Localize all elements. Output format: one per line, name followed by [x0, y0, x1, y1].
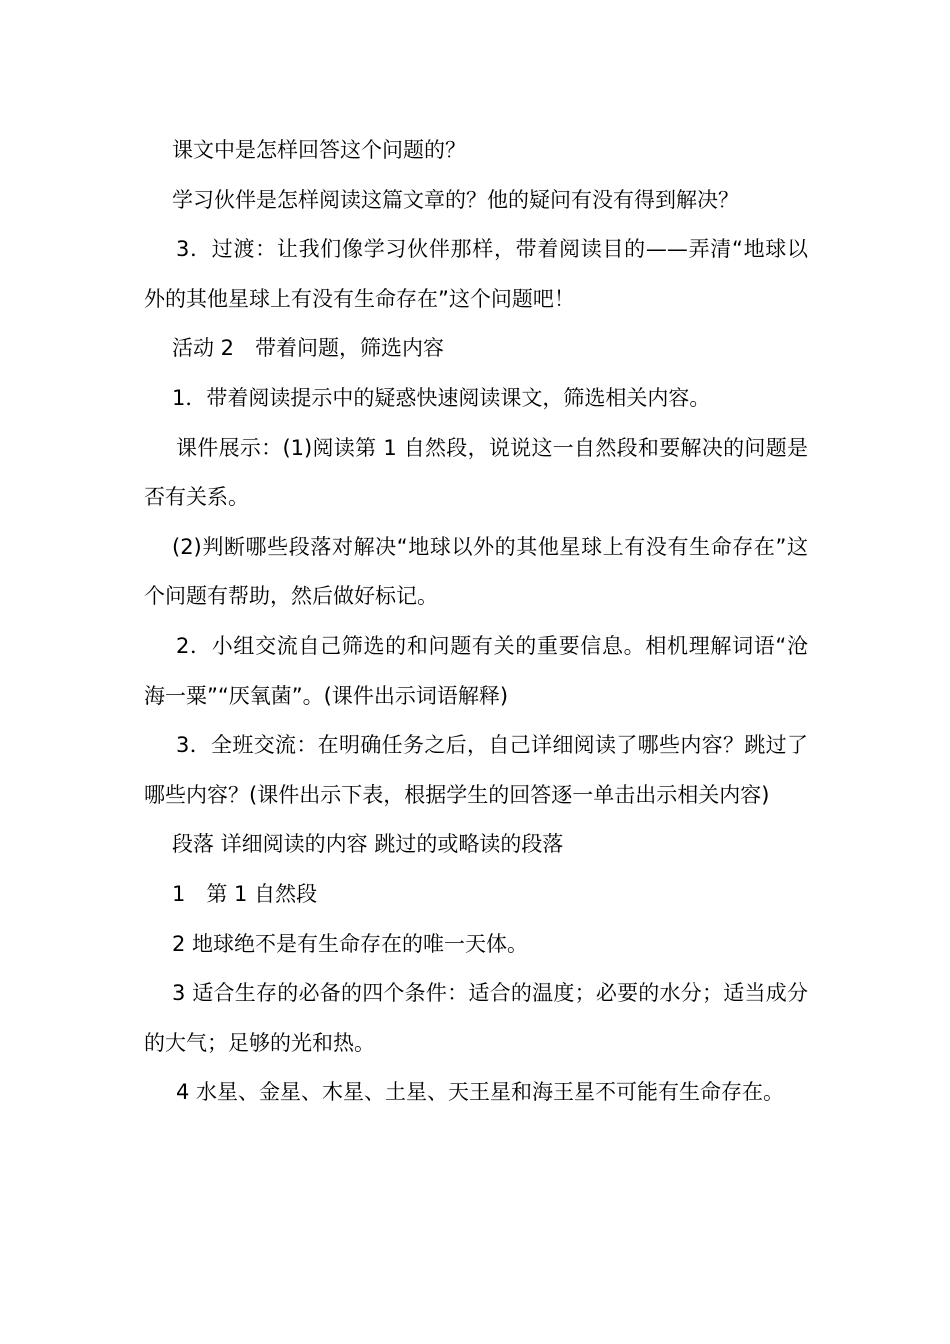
table-header-row: 段落 详细阅读的内容 跳过的或略读的段落 [172, 832, 564, 857]
paragraph-courseware-1: 课件展示：(1)阅读第 1 自然段，说说这一自然段和要解决的问题是否有关系。 [144, 435, 808, 510]
table-row-3: 3 适合生存的必备的四个条件：适合的温度；必要的水分；适当成分的大气；足够的光和热。 [144, 981, 808, 1055]
paragraph-question-partner: 学习伙伴是怎样阅读这篇文章的？他的疑问有没有得到解决？ [172, 187, 739, 212]
table-row-4: 4 水星、金星、木星、土星、天王星和海王星不可能有生命存在。 [176, 1080, 785, 1105]
paragraph-courseware-2: (2)判断哪些段落对解决“地球以外的其他星球上有没有生命存在”这个问题有帮助，然后做好标记。 [144, 534, 808, 609]
paragraph-step-2: 2．小组交流自己筛选的和问题有关的重要信息。相机理解词语“沧海一粟”“厌氧菌”。(课件出示词语解释) [144, 633, 808, 708]
document-body [144, 126, 808, 1118]
table-row-1: 1 第 1 自然段 [172, 881, 318, 906]
paragraph-question-text: 课文中是怎样回答这个问题的？ [172, 138, 466, 162]
paragraph-activity-heading: 活动 2 带着问题，筛选内容 [172, 336, 445, 361]
paragraph-step-1: 1．带着阅读提示中的疑惑快速阅读课文，筛选相关内容。 [172, 385, 711, 410]
paragraph-step-3: 3．全班交流：在明确任务之后，自己详细阅读了哪些内容？跳过了哪些内容？(课件出示下表，根据学生的回答逐一单击出示相关内容) [144, 733, 808, 807]
paragraph-transition: 3．过渡：让我们像学习伙伴那样，带着阅读目的——弄清“地球以外的其他星球上有没有生命存在”这个问题吧！ [144, 237, 808, 311]
table-row-2: 2 地球绝不是有生命存在的唯一天体。 [172, 931, 529, 956]
